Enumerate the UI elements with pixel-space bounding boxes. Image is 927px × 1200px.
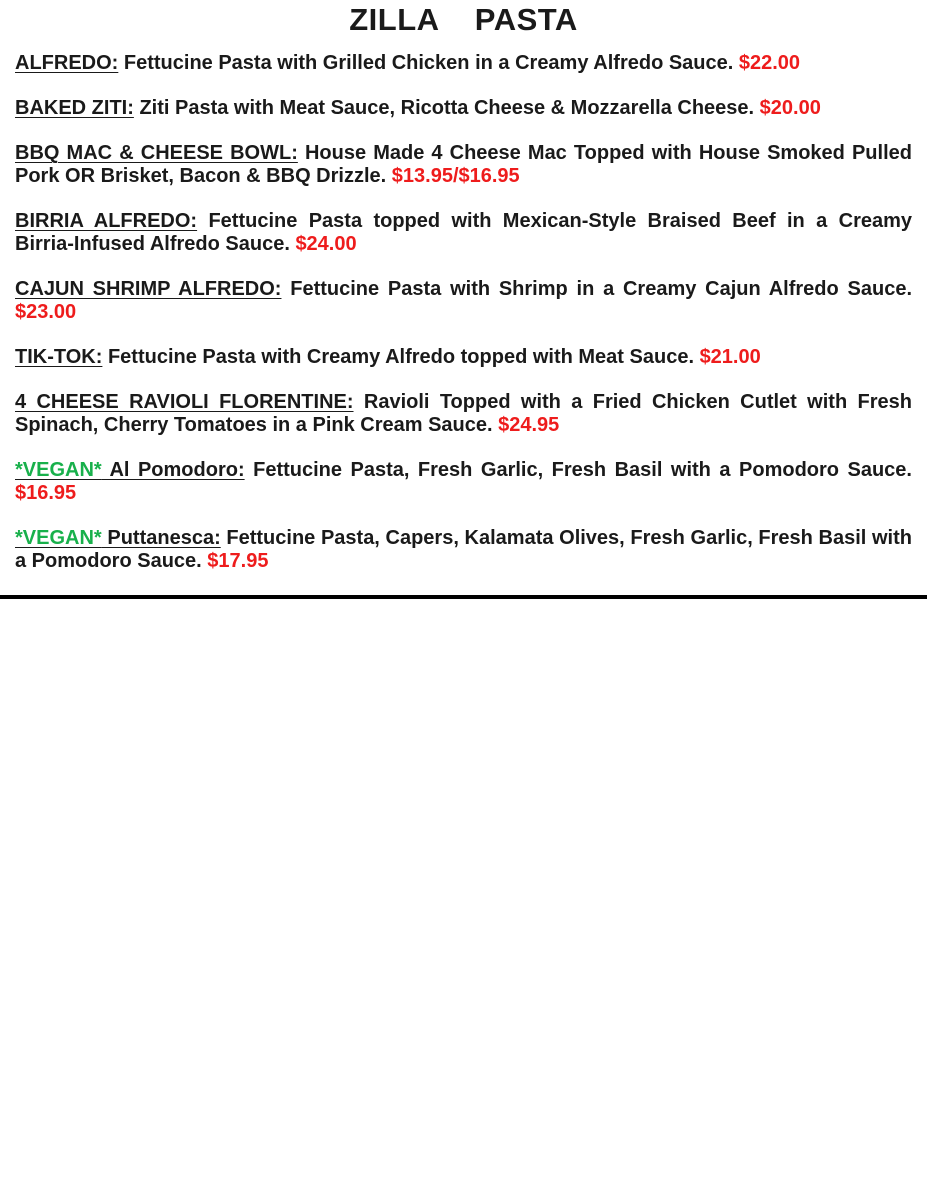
- item-name: TIK-TOK:: [15, 346, 103, 368]
- item-name-text: Al Pomodoro:: [101, 459, 245, 481]
- item-name: [15, 459, 245, 481]
- item-description: House Made 4 Cheese Mac Topped with House Smoked Pulled Pork OR Brisket, Bacon & BBQ Drizzle.: [15, 142, 912, 187]
- menu-list: [15, 52, 912, 595]
- item-price: $20.00: [759, 97, 821, 119]
- item-price: $23.00: [15, 301, 77, 323]
- item-description: Fettucine Pasta, Fresh Garlic, Fresh Basil with a Pomodoro Sauce.: [244, 459, 912, 481]
- page-title: ZILLA PASTA: [349, 2, 578, 37]
- menu-item-alfredo: [15, 52, 912, 75]
- item-description: Ziti Pasta with Meat Sauce, Ricotta Cheese & Mozzarella Cheese.: [133, 97, 760, 119]
- menu-item-ravioli-florentine: [15, 391, 912, 437]
- item-name: CAJUN SHRIMP ALFREDO:: [15, 278, 282, 300]
- item-name: 4 CHEESE RAVIOLI FLORENTINE:: [15, 391, 354, 413]
- item-name: BAKED ZITI:: [15, 97, 134, 119]
- item-description: Fettucine Pasta with Grilled Chicken in a Creamy Alfredo Sauce.: [118, 52, 739, 74]
- item-price: $24.00: [295, 233, 357, 255]
- item-price: $21.00: [699, 346, 761, 368]
- item-price: $24.95: [498, 414, 560, 436]
- item-price: $22.00: [738, 52, 801, 74]
- item-description: Fettucine Pasta, Capers, Kalamata Olives, Fresh Garlic, Fresh Basil with a Pomodoro Sauce.: [15, 527, 912, 572]
- vegan-tag: *VEGAN*: [15, 459, 102, 481]
- item-description: Fettucine Pasta with Creamy Alfredo topped with Meat Sauce.: [102, 346, 700, 368]
- item-price: $16.95: [15, 482, 77, 504]
- menu-item-tik-tok: [15, 346, 912, 369]
- item-description: Ravioli Topped with a Fried Chicken Cutlet with Fresh Spinach, Cherry Tomatoes in a Pink Cream Sauce.: [15, 391, 912, 436]
- item-description: Fettucine Pasta topped with Mexican-Style Braised Beef in a Creamy Birria-Infused Alfredo Sauce.: [15, 210, 913, 255]
- menu-item-birria-alfredo: [15, 210, 912, 256]
- vegan-tag: *VEGAN*: [15, 527, 102, 549]
- menu-item-bbq-mac-cheese-bowl: [15, 142, 912, 188]
- item-name: BIRRIA ALFREDO:: [15, 210, 198, 232]
- item-name: ALFREDO:: [15, 52, 119, 74]
- item-name: [15, 527, 221, 549]
- item-price: $17.95: [207, 550, 269, 572]
- menu-item-cajun-shrimp-alfredo: [15, 278, 912, 324]
- menu-item-vegan-puttanesca: [15, 527, 912, 573]
- item-description: Fettucine Pasta with Shrimp in a Creamy Cajun Alfredo Sauce.: [281, 278, 912, 300]
- item-price: $13.95/$16.95: [391, 165, 520, 187]
- menu-item-vegan-al-pomodoro: [15, 459, 912, 505]
- item-name-text: Puttanesca:: [101, 527, 221, 549]
- bottom-divider: [0, 595, 927, 599]
- item-name: BBQ MAC & CHEESE BOWL:: [15, 142, 298, 164]
- menu-item-baked-ziti: [15, 97, 912, 120]
